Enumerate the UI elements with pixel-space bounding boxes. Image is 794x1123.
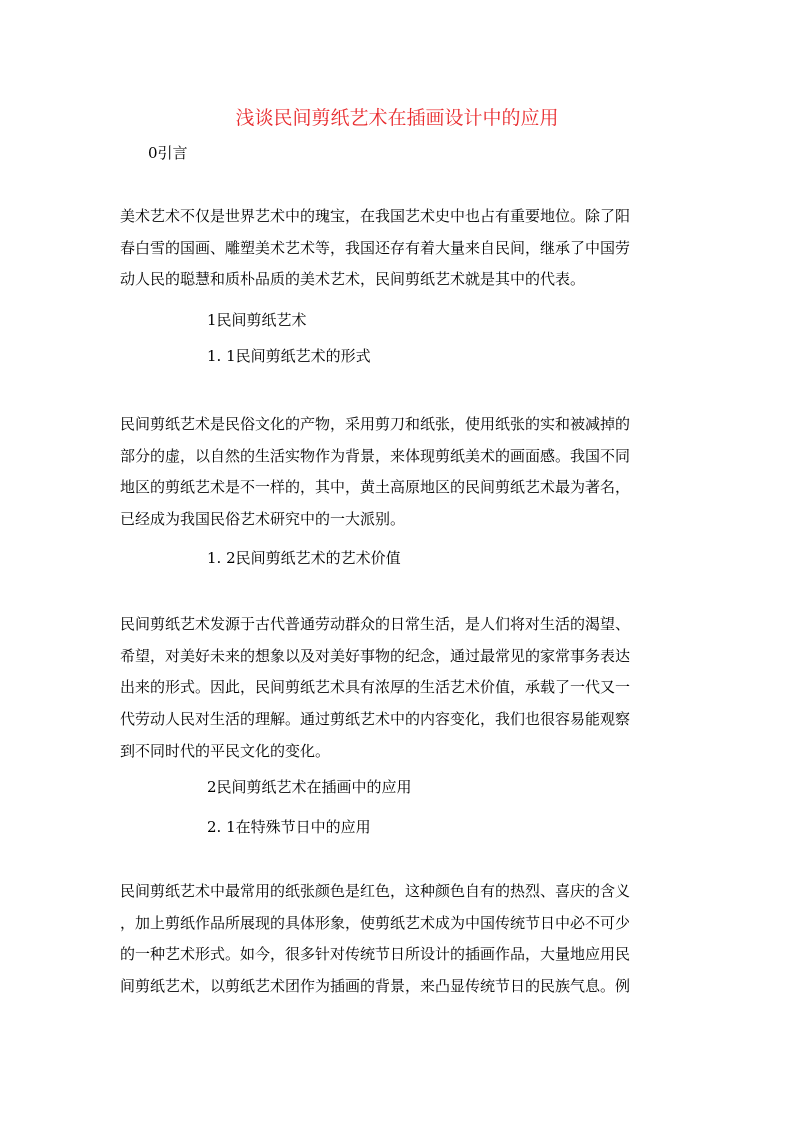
paragraph-4 [120, 876, 665, 1003]
text-line: 部分的虚，以自然的生活实物作为背景，来体现剪纸美术的画面感。我国不同 [120, 446, 631, 465]
document-title: 浅谈民间剪纸艺术在插画设计中的应用 [235, 107, 559, 129]
heading-section-1-2: 1. 2民间剪纸艺术的艺术价值 [207, 549, 401, 567]
text-line: 到不同时代的平民文化的变化。 [120, 741, 331, 760]
text-line: 出来的形式。因此，民间剪纸艺术具有浓厚的生活艺术价值，承载了一代又一 [120, 678, 631, 697]
text-line: 间剪纸艺术，以剪纸艺术团作为插画的背景，来凸显传统节日的民族气息。例 [120, 977, 631, 996]
text-line: 已经成为我国民俗艺术研究中的一大派别。 [120, 510, 406, 529]
text-line: 民间剪纸艺术中最常用的纸张颜色是红色，这种颜色自有的热烈、喜庆的含义 [120, 882, 631, 900]
paragraph-3 [120, 609, 665, 768]
text-line: 地区的剪纸艺术是不一样的，其中，黄土高原地区的民间剪纸艺术最为著名， [120, 478, 631, 497]
heading-section-1-1: 1. 1民间剪纸艺术的形式 [207, 347, 371, 365]
heading-section-2: 2民间剪纸艺术在插画中的应用 [207, 778, 412, 796]
heading-section-1: 1民间剪纸艺术 [207, 311, 307, 329]
heading-section-2-1: 2. 1在特殊节日中的应用 [207, 818, 371, 836]
text-line: 代劳动人民对生活的理解。通过剪纸艺术中的内容变化，我们也很容易能观察 [120, 710, 631, 729]
text-line: 美术艺术不仅是世界艺术中的瑰宝，在我国艺术史中也占有重要地位。除了阳 [120, 207, 631, 225]
text-line: 民间剪纸艺术发源于古代普通劳动群众的日常生活，是人们将对生活的渴望、 [120, 615, 631, 633]
text-line: 春白雪的国画、雕塑美术艺术等，我国还存有着大量来自民间，继承了中国劳 [120, 238, 631, 257]
paragraph-2 [120, 409, 665, 536]
text-line: ，加上剪纸作品所展现的具体形象，使剪纸艺术成为中国传统节日中必不可少 [120, 913, 631, 932]
heading-intro: 0引言 [148, 144, 188, 162]
text-line: 民间剪纸艺术是民俗文化的产物，采用剪刀和纸张，使用纸张的实和被减掉的 [120, 415, 631, 433]
paragraph-1 [120, 201, 665, 296]
text-line: 的一种艺术形式。如今，很多针对传统节日所设计的插画作品，大量地应用民 [120, 945, 631, 964]
text-line: 动人民的聪慧和质朴品质的美术艺术，民间剪纸艺术就是其中的代表。 [120, 270, 586, 289]
text-line: 希望，对美好未来的想象以及对美好事物的纪念，通过最常见的家常事务表达 [120, 646, 631, 665]
